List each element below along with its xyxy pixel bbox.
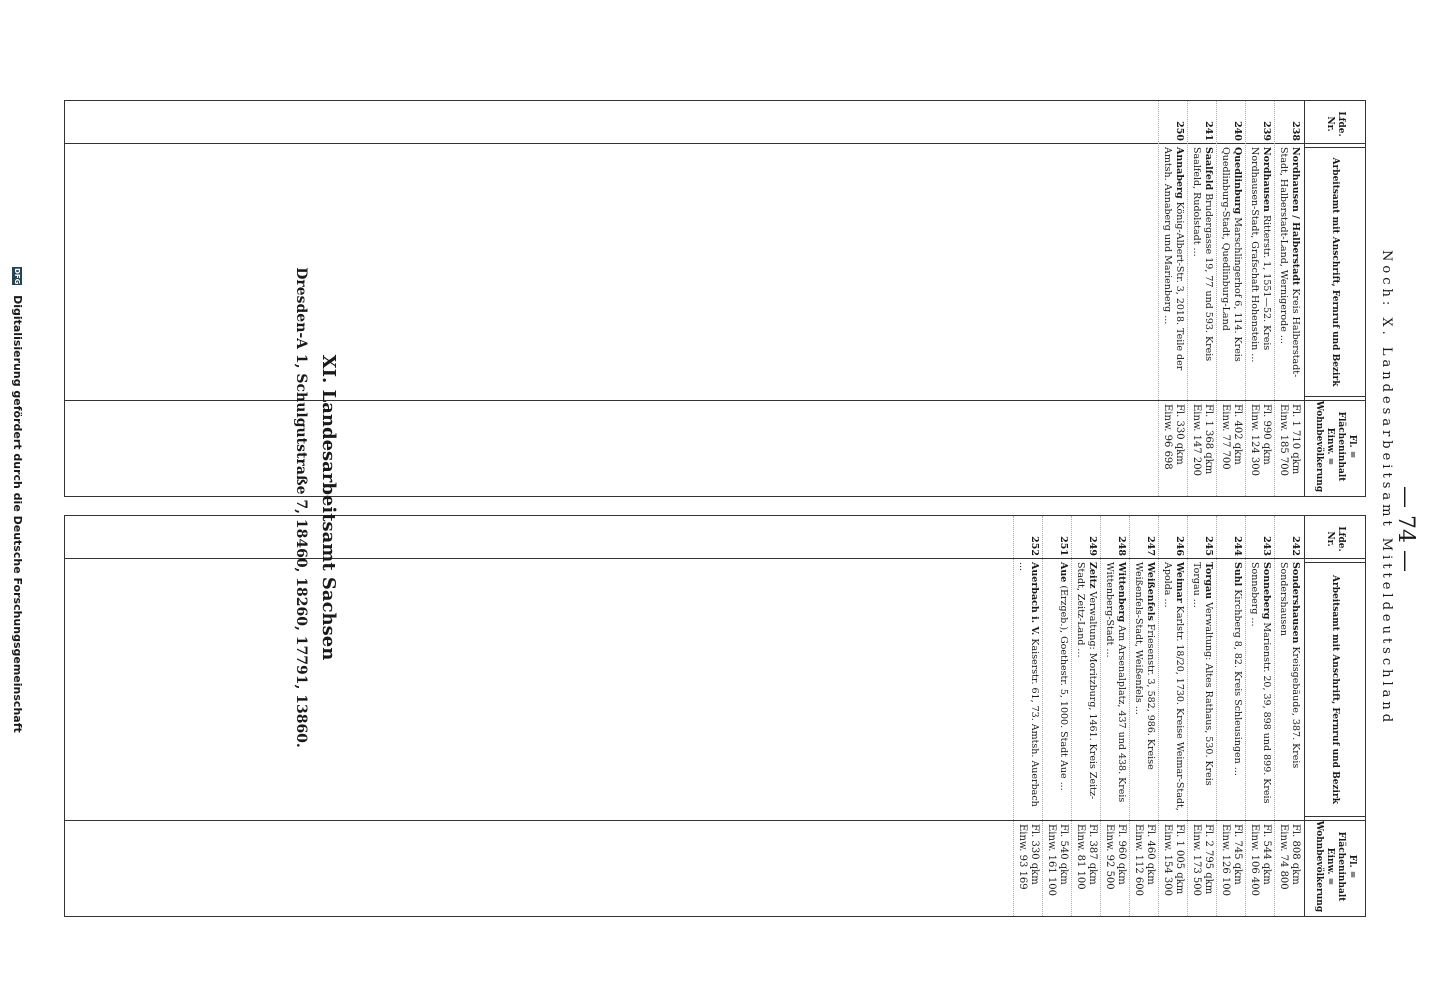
row-area [1161, 404, 1185, 492]
row-place: Annaberg [1174, 147, 1185, 199]
right-table-header [1304, 516, 1365, 916]
row-pop-value: Einw. 81 100 [1075, 824, 1086, 890]
row-text: Kreis Halberstadt-Stadt, Halberstadt-Land, Wernigerode ... [1278, 147, 1301, 378]
row-number: 246 [1174, 536, 1185, 556]
row-pop-value: Einw. 77 700 [1220, 404, 1231, 470]
row-place: Weißenfels [1145, 562, 1156, 621]
row-area-value: Fl. 745 qkm [1232, 824, 1243, 885]
row-pop-value: Einw. 185 700 [1278, 404, 1289, 477]
row-area [1074, 824, 1098, 912]
row-area-value: Fl. 1 005 qkm [1174, 824, 1185, 895]
table-row [1158, 516, 1187, 916]
right-table [64, 515, 1366, 917]
row-text: Friesenstr. 3, 582, 986. Kreise Weißenfels-Stadt, Weißenfels ... [1133, 562, 1156, 770]
col-area: Fl. = Flächeninhalt Einw. = Wohnbevölkerung [1314, 820, 1357, 913]
row-place: Quedlinburg [1232, 147, 1243, 215]
table-row [1187, 101, 1216, 496]
row-text: König-Albert-Str. 3, 2018. Teile der Amtsh. Annaberg und Marienberg ... [1162, 147, 1185, 371]
dfg-logo-icon: DFG [13, 268, 21, 285]
row-area-value: Fl. 544 qkm [1261, 824, 1272, 885]
row-pop-value: Einw. 173 500 [1191, 824, 1202, 897]
row-number: 243 [1261, 536, 1272, 556]
row-text: Am Arsenalplatz, 437 und 438. Kreis Wittenberg-Stadt ... [1104, 562, 1127, 803]
row-pop-value: Einw. 147 200 [1191, 404, 1202, 477]
row-number: 247 [1145, 536, 1156, 556]
row-area-value: Fl. 540 qkm [1058, 824, 1069, 885]
table-row [1216, 101, 1245, 496]
row-area [1103, 824, 1127, 912]
row-number: 240 [1232, 121, 1243, 141]
row-pop-value: Einw. 93 169 [1017, 824, 1028, 890]
row-number: 248 [1116, 536, 1127, 556]
row-area [1045, 824, 1069, 912]
row-pop-value: Einw. 161 100 [1046, 824, 1057, 897]
row-area-value: Fl. 960 qkm [1116, 824, 1127, 885]
table-row [1158, 101, 1187, 496]
row-area-value: Fl. 2 795 qkm [1203, 824, 1214, 895]
row-number: 245 [1203, 536, 1214, 556]
row-text: Verwaltung: Moritzburg, 1461. Kreis Zeitz-Stadt, Zeitz-Land ... [1075, 562, 1098, 800]
row-area [1219, 824, 1243, 912]
row-text: Kaiserstr. 61, 73. Amtsh. Auerbach ... [1017, 562, 1040, 807]
row-number: 239 [1261, 121, 1272, 141]
row-area-value: Fl. 990 qkm [1261, 404, 1272, 465]
table-row [1100, 516, 1129, 916]
col-amt: Arbeitsamt mit Anschrift, Fernruf und Bezirk [1305, 563, 1365, 817]
table-row [1013, 516, 1042, 916]
row-text: Kirchberg 8, 82. Kreis Schleusingen ... [1232, 589, 1243, 776]
row-place: Nordhausen [1261, 147, 1272, 212]
row-area [1248, 404, 1272, 492]
row-area [1248, 824, 1272, 912]
row-number: 250 [1174, 121, 1185, 141]
table-row [1042, 516, 1071, 916]
section-address: Dresden-A 1, Schulgutstraße 7, 18460, 18260, 17791, 13860. [293, 267, 309, 748]
row-number: 252 [1029, 536, 1040, 556]
row-number: 249 [1087, 536, 1098, 556]
table-row [1129, 516, 1158, 916]
row-text: Ritterstr. 1, 1551—52. Kreis Nordhausen-Stadt, Grafschaft Hohenstein ... [1249, 147, 1272, 363]
table-row [1245, 101, 1274, 496]
right-rows [65, 516, 1303, 916]
left-table [64, 100, 1366, 497]
row-place: Aue [1058, 562, 1069, 583]
footer-text: Digitalisierung gefördert durch die Deutsche Forschungsgemeinschaft [11, 295, 24, 733]
row-text: Marschlingerhof 6, 114. Kreis Quedlinburg-Stadt, Quedlinburg-Land [1220, 147, 1243, 362]
row-place: Zeitz [1087, 562, 1098, 589]
row-text: Kreisgebäude, 387. Kreis Sondershausen [1278, 562, 1301, 769]
row-text: Brudergasse 19, 77 und 593. Kreis Saalfeld, Rudolstadt ... [1191, 147, 1214, 362]
row-text: (Erzgeb.), Goethestr. 5, 1000. Stadt Aue ... [1058, 585, 1069, 791]
row-place: Sonneberg [1261, 562, 1272, 620]
row-pop-value: Einw. 154 300 [1162, 824, 1173, 897]
row-pop-value: Einw. 92 500 [1104, 824, 1115, 890]
row-number: 241 [1203, 121, 1214, 141]
row-pop-value: Einw. 126 100 [1220, 824, 1231, 897]
row-number: 238 [1290, 121, 1301, 141]
row-area [1132, 824, 1156, 912]
page-number: — 74 — [1393, 486, 1418, 572]
row-area-value: Fl. 1 368 qkm [1203, 404, 1214, 475]
row-area-value: Fl. 460 qkm [1145, 824, 1156, 885]
table-row [1274, 516, 1303, 916]
row-place: Wittenberg [1116, 562, 1127, 623]
page-heading: Noch: X. Landesarbeitsamt Mitteldeutschland [1379, 250, 1394, 727]
row-area [1190, 824, 1214, 912]
row-place: Weimar [1174, 562, 1185, 603]
row-pop-value: Einw. 124 300 [1249, 404, 1260, 477]
col-area: Fl. = Flächeninhalt Einw. = Wohnbevölkerung [1314, 400, 1357, 493]
row-text: Marienstr. 20, 39, 898 und 899. Kreis Sonneberg ... [1249, 562, 1272, 804]
col-amt: Arbeitsamt mit Anschrift, Fernruf und Bezirk [1305, 148, 1365, 397]
row-number: 251 [1058, 536, 1069, 556]
table-row [1071, 516, 1100, 916]
row-text: Verwaltung: Altes Rathaus, 530. Kreis Torgau ... [1191, 562, 1214, 786]
section-title: XI. Landesarbeitsamt Sachsen [318, 354, 339, 661]
left-table-header [1304, 101, 1365, 496]
row-area [1277, 824, 1301, 912]
left-rows [65, 101, 1303, 496]
table-row [1274, 101, 1303, 496]
row-area-value: Fl. 330 qkm [1029, 824, 1040, 885]
row-area [1219, 404, 1243, 492]
row-place: Torgau [1203, 562, 1214, 600]
row-area-value: Fl. 1 710 qkm [1290, 404, 1301, 475]
row-place: Nordhausen / Halberstadt [1290, 147, 1301, 286]
row-pop-value: Einw. 112 600 [1133, 824, 1144, 897]
row-place: Sondershausen [1290, 562, 1301, 644]
row-number: 242 [1290, 536, 1301, 556]
table-row [1245, 516, 1274, 916]
row-pop-value: Einw. 106 400 [1249, 824, 1260, 897]
col-nr: Lfde. Nr. [1305, 516, 1365, 563]
row-area-value: Fl. 330 qkm [1174, 404, 1185, 465]
row-area-value: Fl. 808 qkm [1290, 824, 1301, 885]
table-row [1187, 516, 1216, 916]
row-pop-value: Einw. 96 698 [1162, 404, 1173, 470]
table-row [1216, 516, 1245, 916]
row-area [1277, 404, 1301, 492]
row-area [1016, 824, 1040, 912]
row-text: Karlstr. 18/20, 1730. Kreise Weimar-Stadt, Apolda ... [1162, 562, 1185, 811]
row-area-value: Fl. 387 qkm [1087, 824, 1098, 885]
row-number: 244 [1232, 536, 1243, 556]
footer [11, 0, 24, 1000]
row-area [1161, 824, 1185, 912]
row-area [1190, 404, 1214, 492]
row-place: Auerbach i. V. [1029, 562, 1040, 636]
row-place: Saalfeld [1203, 147, 1214, 191]
row-pop-value: Einw. 74 800 [1278, 824, 1289, 890]
row-area-value: Fl. 402 qkm [1232, 404, 1243, 465]
col-nr: Lfde. Nr. [1305, 101, 1365, 148]
row-place: Suhl [1232, 562, 1243, 587]
